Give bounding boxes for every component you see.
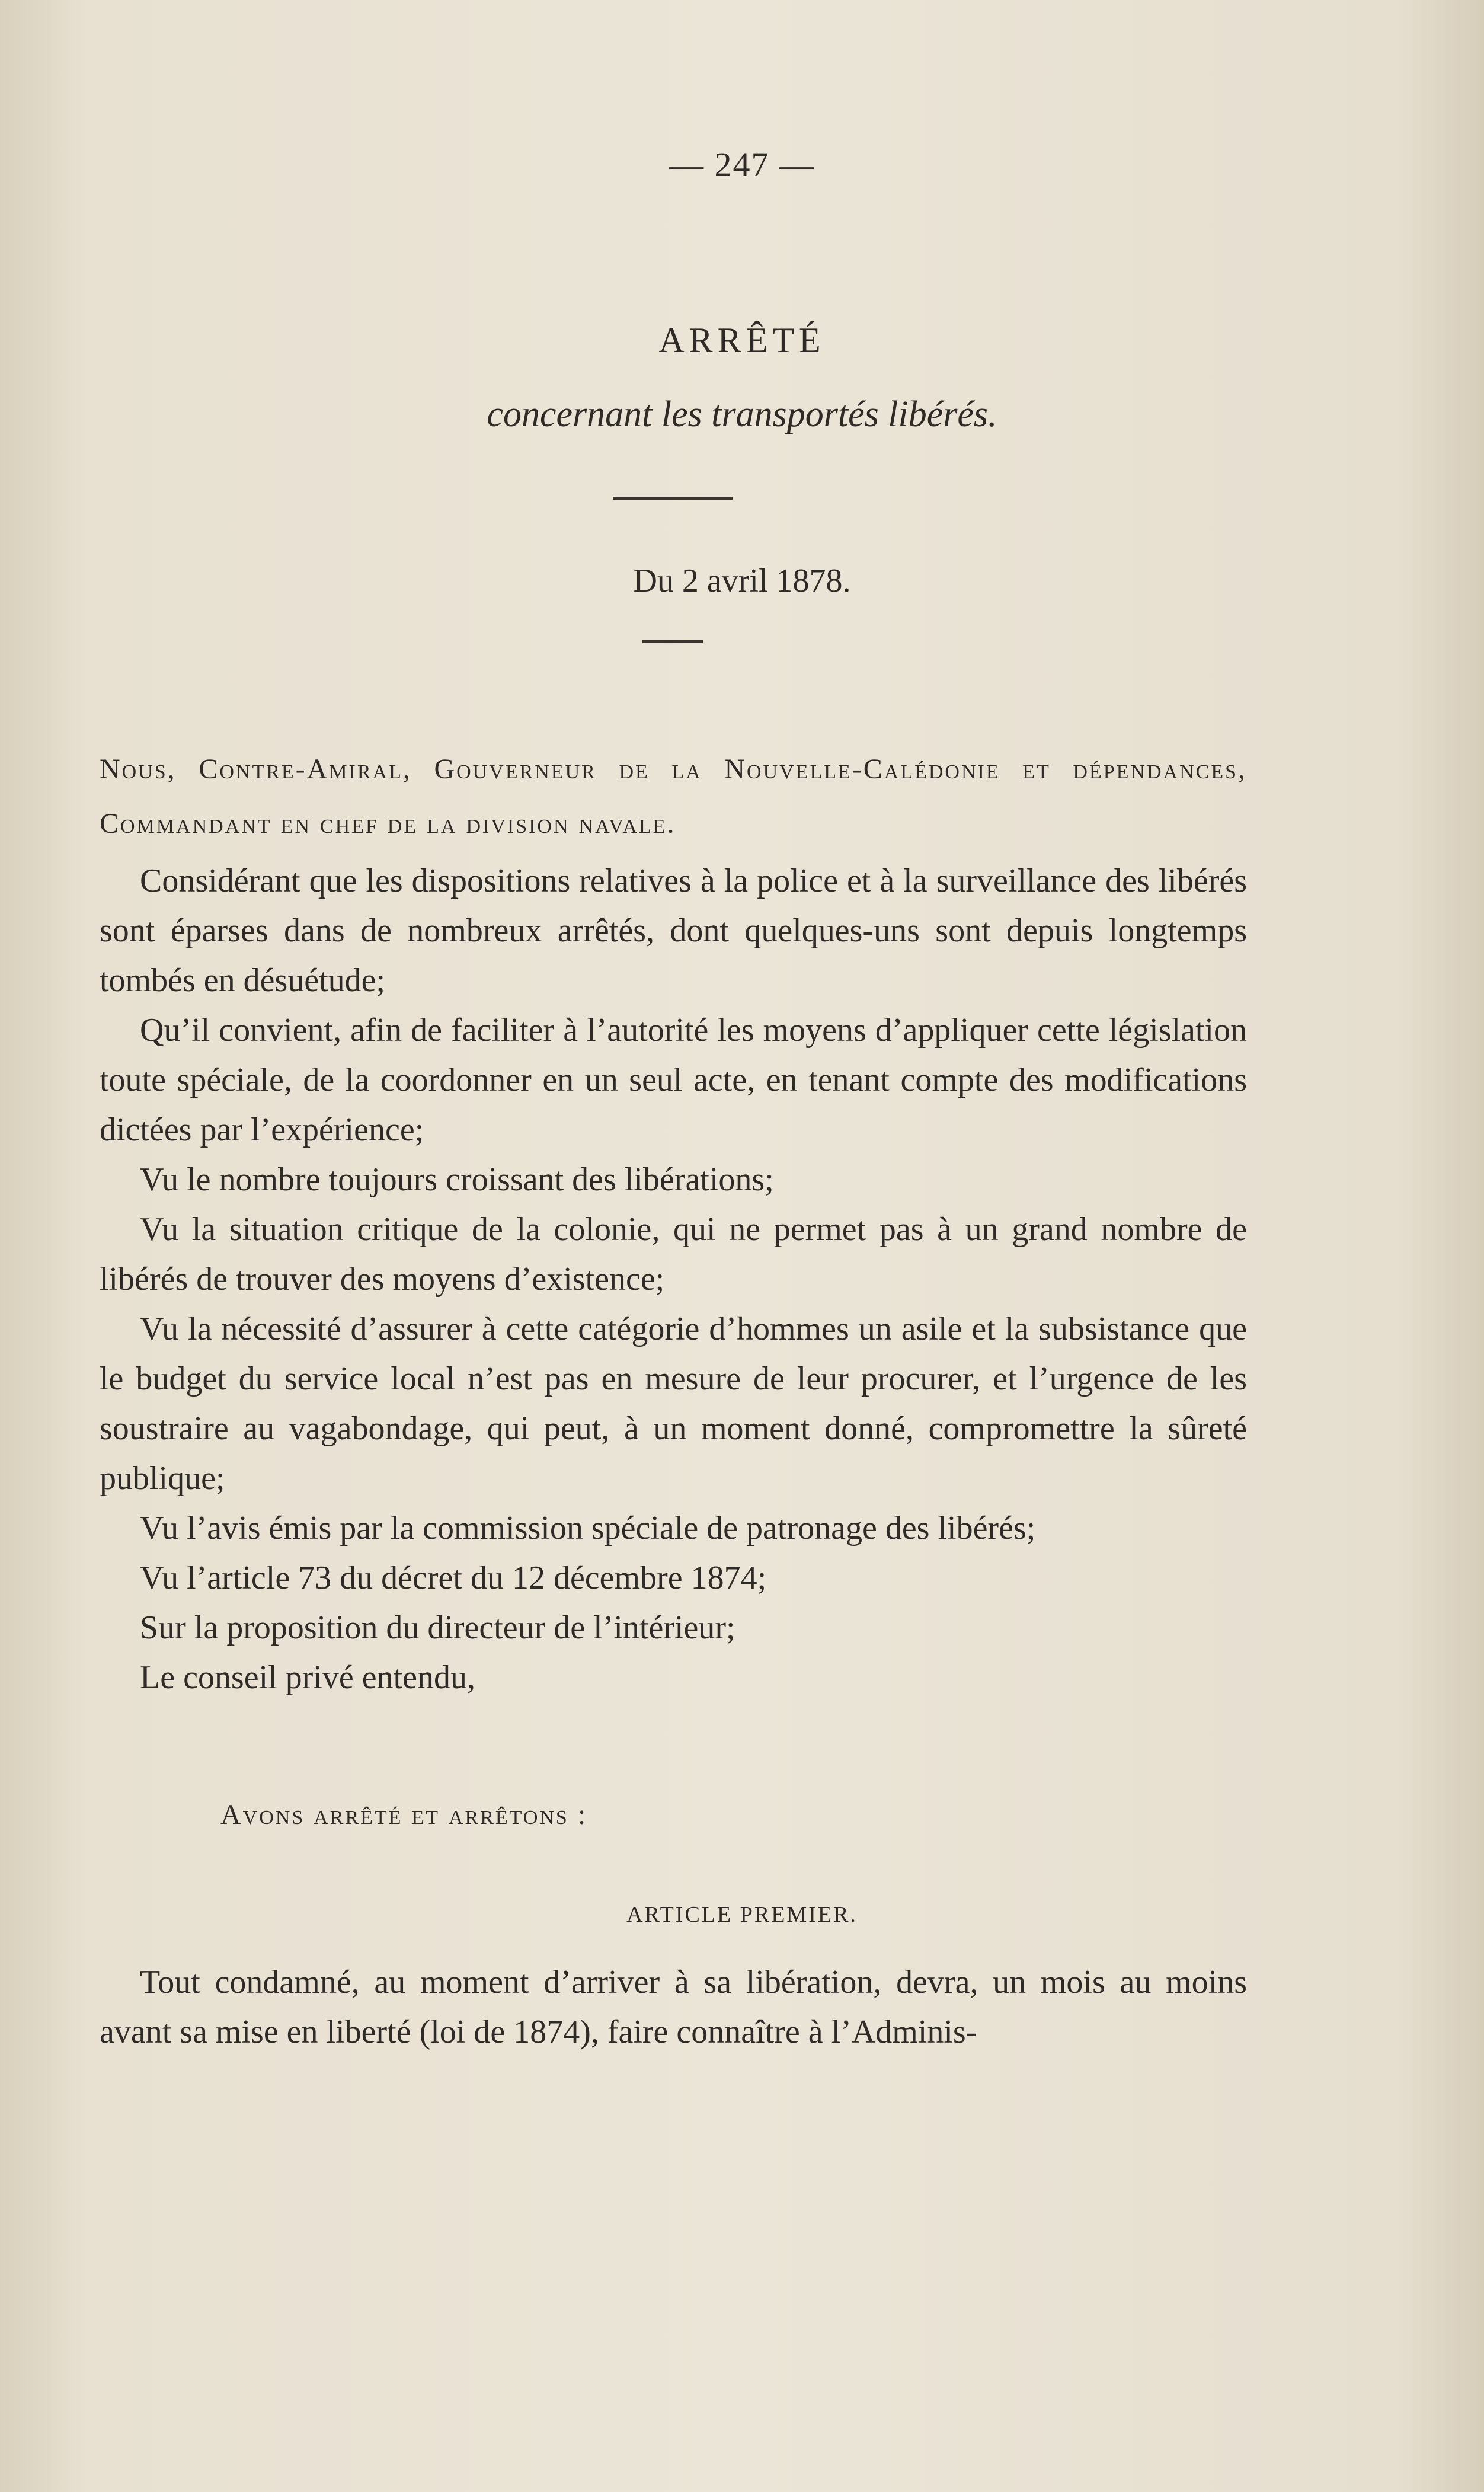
considerant-paragraph: Qu’il convient, afin de faciliter à l’autorité les moyens d’appliquer cette législation toute spéciale, de la coordonner en un seul acte, en tenant compte des modifications dictées par l’expérience; [100, 1012, 1247, 1148]
considerant-paragraph: Le conseil privé entendu, [140, 1659, 476, 1696]
considerant-paragraph: Vu l’avis émis par la commission spéciale de patronage des libérés; [140, 1510, 1036, 1547]
document-title: ARRÊTÉ [658, 321, 826, 360]
document-subtitle: concernant les transportés libérés. [487, 394, 997, 434]
article-heading: ARTICLE PREMIER. [626, 1902, 858, 1927]
considerant-paragraph: Vu la situation critique de la colonie, qui ne permet pas à un grand nombre de libérés de trouver des moyens d’existence; [100, 1211, 1247, 1298]
page-number: — 247 — [669, 145, 815, 184]
preamble: Nous, Contre-Amiral, Gouverneur de la Nouvelle-Calédonie et dépendances, Commandant en chef de la division navale. [100, 753, 1247, 839]
considerants [100, 856, 1247, 1702]
document-date: Du 2 avril 1878. [633, 563, 851, 599]
considerant-paragraph: Vu la nécessité d’assurer à cette catégorie d’hommes un asile et la subsistance que le budget du service local n’est pas en mesure de leur procurer, et l’urgence de les soustraire au vagabondage, qui peut, à un moment donné, compromettre la sûreté publique; [100, 1311, 1247, 1497]
date-divider [642, 640, 703, 643]
article-text: Tout condamné, au moment d’arriver à sa libération, devra, un mois au moins avant sa mise en liberté (loi de 1874), faire connaître à l’Adminis- [100, 1964, 1247, 2050]
title-divider [613, 497, 733, 500]
considerant-paragraph: Considérant que les dispositions relatives à la police et à la surveillance des libérés sont éparses dans de nombreux arrêtés, dont quelques-uns sont depuis longtemps tombés en désuétude; [100, 862, 1247, 999]
considerant-paragraph: Vu l’article 73 du décret du 12 décembre 1874; [140, 1560, 767, 1596]
enacting-clause: Avons arrêté et arrêtons : [220, 1799, 588, 1830]
considerant-paragraph: Sur la proposition du directeur de l’intérieur; [140, 1609, 735, 1646]
considerant-paragraph: Vu le nombre toujours croissant des libérations; [140, 1161, 774, 1198]
